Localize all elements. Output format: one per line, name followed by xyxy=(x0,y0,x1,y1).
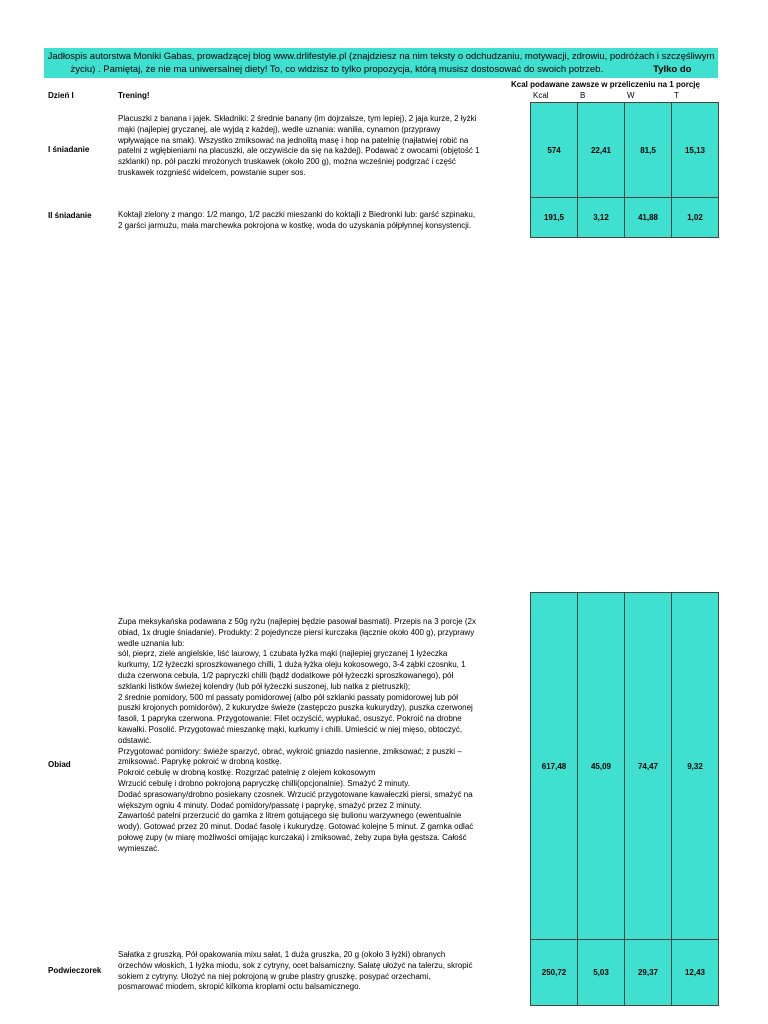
recipe-line: truskawek rozgnieść widelcem, powstanie super sos. xyxy=(118,167,306,177)
recipe-line: 2 garści jarmużu, mała marchewka pokrojona w kostkę, woda do uzyskania półpłynnej konsystencji. xyxy=(118,220,472,230)
kcal-note: Kcal podawane zawsze w przeliczeniu na 1 porcję xyxy=(511,80,700,89)
recipe-line: 2 średnie pomidory, 500 ml passaty pomidorowej (albo pół szklanki passaty pomidorowej lub pół xyxy=(118,692,459,702)
recipe-line: duża czerwona cebula, 1/2 papryczki chilli (bądź dodatkowe pół łyżeczki sproszkowanego), pół xyxy=(118,670,454,680)
recipe-line: wody). Gotować przez 20 minut. Dodać fasolę i kukurydzę. Gotować kolejne 5 minut. Z garnka odlać xyxy=(118,822,474,832)
recipe-line: mąki (najlepiej gryczanej, ale wyjdą z każdej), wedle uznania: wanilia, cynamon (przyprawy xyxy=(118,124,441,134)
fat-cell: 9,32 xyxy=(671,592,719,940)
meal-name: Podwieczorek xyxy=(48,966,102,975)
banner-line-2-text: życiu) . Pamiętaj, że nie ma uniwersalnej diety! To, co widzisz to tylko propozycja, którą musisz dostosować do swoich potrzeb. xyxy=(70,63,604,75)
banner-line-1: Jadłospis autorstwa Moniki Gabas, prowadzącej blog www.drlifestyle.pl (znajdziesz na nim teksty o odchudzaniu, motywacji, zdrowiu, podróżach i szczęśliwym xyxy=(47,51,715,62)
recipe-line: Dodać sprasowany/drobno posiekany czosnek. Wrzucić przygotowane kawałeczki piersi, smażyć na xyxy=(118,789,473,799)
recipe-line: Placuszki z banana i jajek. Składniki: 2 średnie banany (im dojrzalsze, tym lepiej), 2 jaja kurze, 2 łyżki xyxy=(118,114,477,123)
recipe-line: Zawartość patelni przerzucić do garnka z litrem gotującego się bulionu warzywnego (ewentualnie xyxy=(118,811,462,821)
day-heading: Dzień I xyxy=(48,91,74,100)
kcal-cell: 574 xyxy=(530,102,578,198)
recipe-line: sól, pieprz, ziele angielskie, liść laurowy, 1 czubata łyżka mąki (najlepiej gryczanej 1 łyżeczka xyxy=(118,649,448,659)
training-heading: Trening! xyxy=(118,91,150,100)
meal-name: I śniadanie xyxy=(48,145,90,154)
recipe-line: wedle uznania lub: xyxy=(118,638,185,648)
protein-cell: 5,03 xyxy=(577,939,625,1006)
meal-name: II śniadanie xyxy=(48,211,92,220)
col-header-b: B xyxy=(580,91,586,100)
recipe-line: Koktajl zielony z mango: 1/2 mango, 1/2 paczki mieszanki do koktajli z Biedronki lub: garść szpinaku, xyxy=(118,210,476,219)
kcal-cell: 191,5 xyxy=(530,197,578,238)
fat-cell: 12,43 xyxy=(671,939,719,1006)
meal-recipe xyxy=(118,114,528,179)
banner-line-2 xyxy=(44,64,718,77)
recipe-line: sokiem z cytryny. Ułożyć na niej pokrojoną w grube plastry gruszkę, posypać orzechami, xyxy=(118,971,431,981)
recipe-line: kawałki. Posolić. Przygotować mieszankę mąki, kurkumy i chilli. Umieścić w niej mięso, obtoczyć, xyxy=(118,724,463,734)
recipe-line: Wrzucić cebulę i drobno pokrojoną papryczkę chilli(opcjonalnie). Smażyć 2 minuty. xyxy=(118,778,410,788)
meal-recipe xyxy=(118,210,528,232)
col-header-t: T xyxy=(674,91,679,100)
recipe-line: Pokroić cebulę w drobną kostkę. Rozgrzać patelnię z olejem kokosowym xyxy=(118,768,376,778)
recipe-line: Sałatka z gruszką. Pół opakowania mixu sałat, 1 duża gruszka, 20 g (około 3 łyżki) obranych xyxy=(118,950,446,959)
recipe-line: orzechów włoskich, 1 łyżka miodu, sok z cytryny, ocet balsamiczny. Sałatę ułożyć na talerzu, skropić xyxy=(118,960,473,970)
recipe-line: puszki krojonych pomidorów), 2 kukurydze świeże (zastępczo puszka kukurydzy), puszka czerwonej xyxy=(118,703,473,713)
recipe-line: szklanki) np. pół paczki mrożonych truskawek (około 200 g), można wcześniej podgrzać i część xyxy=(118,157,456,167)
recipe-line: patelni z wgłębieniami na placuszki, ale oczywiście da się na każdej). Podawać z owocami (objętość 1 xyxy=(118,146,480,156)
recipe-line: fasoli, 1 papryka czerwona. Przygotowanie: Filet oczyścić, wypłukać, osuszyć. Pokroić na drobne xyxy=(118,714,462,724)
meal-recipe xyxy=(118,617,530,855)
info-banner xyxy=(44,48,718,78)
recipe-line: Zupa meksykańska podawana z 50g ryżu (najlepiej będzie pasował basmati). Przepis na 3 porcje (2x xyxy=(118,617,476,626)
meal-name: Obiad xyxy=(48,760,71,769)
meal-recipe xyxy=(118,950,530,993)
recipe-line: wymieszać. xyxy=(118,843,160,853)
recipe-line: wpływające na smak). Wszystko zmiksować na jednolitą masę i hop na patelnię (najłatwiej robić na xyxy=(118,135,469,145)
carbs-cell: 41,88 xyxy=(624,197,672,238)
kcal-cell: 250,72 xyxy=(530,939,578,1006)
protein-cell: 45,09 xyxy=(577,592,625,940)
protein-cell: 22,41 xyxy=(577,102,625,198)
carbs-cell: 29,37 xyxy=(624,939,672,1006)
recipe-line: zmiksować. Paprykę pokroić w drobną kostkę. xyxy=(118,757,282,767)
recipe-line: odstawić. xyxy=(118,735,152,745)
recipe-line: większym ogniu 4 minuty. Dodać pomidory/passatę i paprykę, smażyć przez 2 minuty. xyxy=(118,800,422,810)
fat-cell: 1,02 xyxy=(671,197,719,238)
banner-tail: Tylko do xyxy=(653,63,692,75)
protein-cell: 3,12 xyxy=(577,197,625,238)
fat-cell: 15,13 xyxy=(671,102,719,198)
recipe-line: posmarować miodem, skropić kilkoma kroplami octu balsamicznego. xyxy=(118,982,361,992)
recipe-line: kurkumy, 1/2 łyżeczki sproszkowanego chilli, 1 duża łyżka oleju kokosowego, 3-4 ząbki czosnku, 1 xyxy=(118,660,466,670)
carbs-cell: 81,5 xyxy=(624,102,672,198)
carbs-cell: 74,47 xyxy=(624,592,672,940)
col-header-w: W xyxy=(627,91,635,100)
kcal-cell: 617,48 xyxy=(530,592,578,940)
recipe-line: połowę zupy (w miarę możliwości omijając kurczaka) i zmiksować, żeby zupa była gęstsza. Całość xyxy=(118,832,467,842)
recipe-line: obiad, 1x drugie śniadanie). Produkty: 2 pojedyncze piersi kurczaka (łącznie około 400 g), przyprawy xyxy=(118,627,475,637)
recipe-line: szklanki listków świeżej kolendry (lub pół łyżeczki suszonej, lub natka z pietruszki); xyxy=(118,681,411,691)
recipe-line: Przygotować pomidory: świeże sparzyć, obrać, wykroić gniazdo nasienne, zmiksować; z puszki – xyxy=(118,746,462,756)
col-header-kcal: Kcal xyxy=(533,91,549,100)
